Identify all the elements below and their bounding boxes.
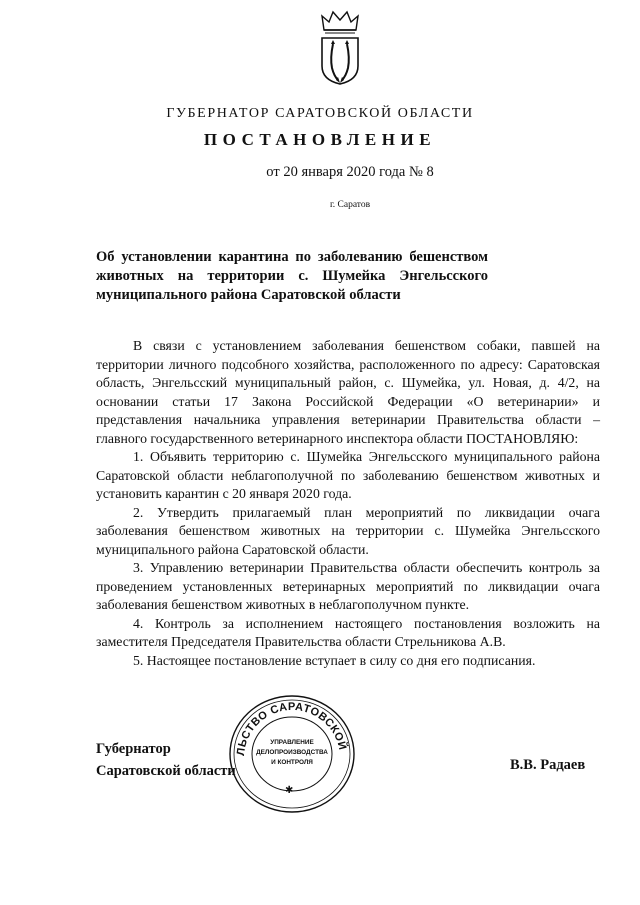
- official-stamp: [226, 692, 358, 816]
- resolution-item: 2. Утвердить прилагаемый план мероприятий по ликвидации очага заболевания бешенством животных на территории с. Шумейка Энгельсского муниципального района Саратовской области.: [96, 504, 600, 557]
- document-subject: [96, 248, 488, 305]
- signatory-position: [96, 738, 236, 782]
- stamp-inner-line: И КОНТРОЛЯ: [271, 759, 313, 766]
- stamp-inner-line: ДЕЛОПРОИЗВОДСТВА: [256, 749, 328, 756]
- subject-line: животных на территории с. Шумейка Энгельсского: [96, 268, 488, 284]
- stamp-inner-text: [253, 738, 331, 768]
- organization-name: ГУБЕРНАТОР САРАТОВСКОЙ ОБЛАСТИ: [166, 106, 474, 121]
- position-line: Губернатор: [96, 741, 171, 757]
- resolution-item: 1. Объявить территорию с. Шумейка Энгельсского муниципального района Саратовской области неблагополучной по заболеванию бешенством животных и установить карантин с 20 января 2020 года.: [96, 449, 600, 501]
- document-type: ПОСТАНОВЛЕНИЕ: [203, 130, 437, 149]
- subject-line: муниципального района Саратовской области: [96, 287, 401, 303]
- stamp-ring-text: ЛЬСТВО САРАТОВСКОЙ: [234, 700, 349, 757]
- resolution-item: 5. Настоящее постановление вступает в силу со дня его подписания.: [133, 652, 536, 668]
- document-city: г. Саратов: [329, 200, 371, 210]
- coat-of-arms-emblem: [318, 8, 362, 86]
- resolution-item: 4. Контроль за исполнением настоящего постановления возложить на заместителя Председателя Правительства области Стрельникова А.В.: [96, 615, 600, 649]
- position-line: Саратовской области: [96, 763, 236, 779]
- signatory-name: В.В. Радаев: [510, 757, 586, 773]
- stamp-star-icon: ✱: [285, 785, 294, 796]
- preamble-paragraph: В связи с установлением заболевания бешенством собаки, павшей на территории личного подсобного хозяйства, расположенного по адресу: Саратовская область, Энгельсский муниципальный район, с. Шумейка, ул. Новая, д. 4/2, на основании статьи 17 Закона Российской Федерации «О ветеринарии» и представления начальника управления ветеринарии Правительства области – главного государственного ветеринарного инспектора области ПОСТАНОВЛЯЮ:: [96, 338, 600, 446]
- document-body: [96, 337, 600, 670]
- subject-line: Об установлении карантина по заболеванию бешенством: [96, 249, 488, 265]
- document-date-number: от 20 января 2020 года № 8: [266, 164, 434, 180]
- resolution-item: 3. Управлению ветеринарии Правительства области обеспечить контроль за проведением установленных ветеринарных мероприятий по ликвидации очага заболевания бешенством животных в неблагополучном пункте.: [96, 560, 600, 612]
- stamp-inner-line: УПРАВЛЕНИЕ: [270, 739, 314, 746]
